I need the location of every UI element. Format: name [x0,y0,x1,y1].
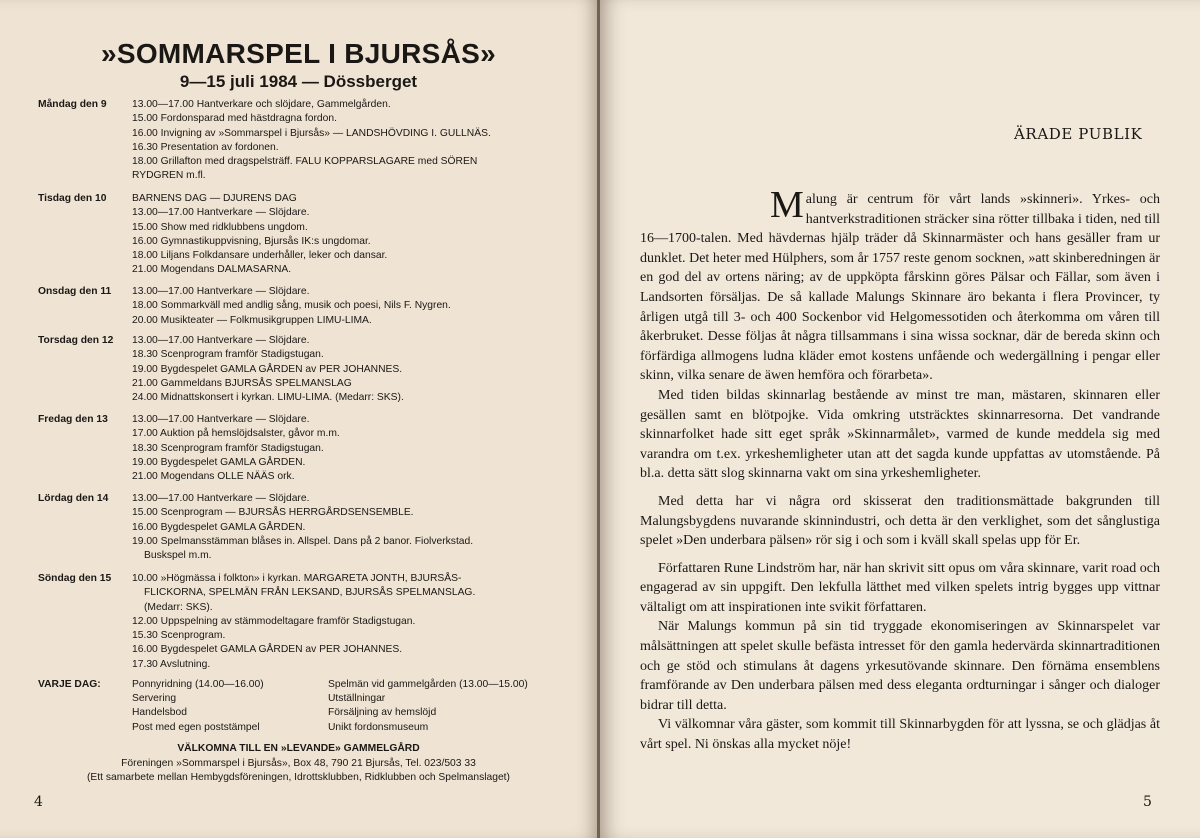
day-label: Tisdag den 10 [38,193,107,204]
schedule-day-monday [38,98,568,184]
schedule-line: 16.00 Bygdespelet GAMLA GÅRDEN. [132,521,306,533]
schedule-day-wednesday [38,285,568,328]
schedule-day-saturday [38,492,568,563]
footer-welcome: VÄLKOMNA TILL EN »LEVANDE» GAMMELGÅRD [177,743,420,754]
every-day-column-right [328,678,528,735]
every-day-column-left [132,678,264,735]
schedule-line: BARNENS DAG — DJURENS DAG [132,193,297,204]
every-day-item: Spelmän vid gammelgården (13.00—15.00) [328,679,528,690]
left-page [0,0,597,838]
schedule-day-thursday [38,334,568,405]
schedule-line: 18.00 Grillafton med dragspelsträff. FALU KOPPARSLAGARE med SÖREN [132,156,478,168]
article-paragraph: Författaren Rune Lindström har, när han skrivit sitt opus om våra skinnare, varit road och engagerad av sin uppgift. Den lekfulla lätthet med vilken spelets intrig bygges upp vittnar vältaligt om att inspirationen inte svikit författaren. [640,560,1160,615]
schedule-line: 13.00—17.00 Hantverkare — Slöjdare. [132,414,310,425]
every-day-item: Servering [132,693,177,705]
schedule-line: Buskspel m.m. [144,550,212,562]
page-number-left: 4 [34,794,43,810]
page-number-right: 5 [1143,794,1152,810]
every-day-item: Försäljning av hemslöjd [328,707,437,719]
footer-address: Föreningen »Sommarspel i Bjursås», Box 48, 790 21 Bjursås, Tel. 023/503 33 [121,758,476,769]
every-day-item: Utställningar [328,693,386,705]
schedule-line: 17.30 Avslutning. [132,658,211,670]
article-paragraph: Vi välkomnar våra gäster, som kommit till Skinnarbygden för att lyssna, se och glädjas åt vårt spel. Ni önskas alla mycket nöje! [640,717,1160,753]
schedule-line: 13.00—17.00 Hantverkare och slöjdare, Gammelgården. [132,99,391,110]
schedule-line: 13.00—17.00 Hantverkare — Slöjdare. [132,493,310,504]
schedule-line: 21.00 Mogendans OLLE NÄÄS ork. [132,471,295,483]
schedule-line: 16.00 Gymnastikuppvisning, Bjursås IK:s ungdomar. [132,235,371,247]
schedule-line: 13.00—17.00 Hantverkare — Slöjdare. [132,335,310,346]
schedule-line: (Medarr: SKS). [144,601,213,613]
article-paragraph: Med tiden bildas skinnarlag bestående av minst tre man, mästaren, skinnaren eller gesällen samt en blötpojke. Vida omkring utsträcktes skinnarresorna. Det vandrande skinnarfolket hade sitt eget språk »Skinnarmålet», varmed de kunde meddela sig med varandra om t.ex. yrkeshemligheter utan att det sagda kunde uppfattas av utomstående. På bl.a. detta sätt slog skinnarna vakt om sina yrkeshemligheter. [640,387,1160,482]
schedule-line: 18.30 Scenprogram framför Stadigstugan. [132,349,324,361]
schedule-line: 16.30 Presentation av fordonen. [132,141,279,153]
schedule-line: 15.00 Scenprogram — BJURSÅS HERRGÅRDSENSEMBLE. [132,507,414,519]
schedule-line: FLICKORNA, SPELMÄN FRÅN LEKSAND, BJURSÅS SPELMANSLAG. [144,587,476,599]
schedule-line: 15.30 Scenprogram. [132,630,226,642]
schedule-line: 21.00 Mogendans DALMASARNA. [132,264,292,276]
day-label: Söndag den 15 [38,573,112,584]
schedule-line: 12.00 Uppspelning av stämmodeltagare framför Stadigstugan. [132,615,416,627]
poster-subtitle: 9—15 juli 1984 — Dössberget [179,72,418,91]
schedule-line: 19.00 Bygdespelet GAMLA GÅRDEN. [132,456,306,468]
schedule-line: 16.00 Bygdespelet GAMLA GÅRDEN av PER JOHANNES. [132,644,403,656]
every-day-label: VARJE DAG: [38,679,101,690]
schedule-line: 18.00 Sommarkväll med andlig sång, musik och poesi, Nils F. Nygren. [132,300,451,312]
schedule-line: 16.00 Invigning av »Sommarspel i Bjursås» — LANDSHÖVDING I. GULLNÄS. [132,127,491,139]
schedule-line: 19.00 Spelmansstämman blåses in. Allspel. Dans på 2 banor. Fiolverkstad. [132,535,474,547]
schedule-line: 21.00 Gammeldans BJURSÅS SPELMANSLAG [132,377,352,389]
every-day-item: Post med egen poststämpel [132,721,260,733]
article-body [640,184,1160,755]
schedule-line: 20.00 Musikteater — Folkmusikgruppen LIMU-LIMA. [132,314,372,326]
schedule-line: 19.00 Bygdespelet GAMLA GÅRDEN av PER JOHANNES. [132,363,403,375]
schedule-line: 17.00 Auktion på hemslöjdsalster, gåvor m.m. [132,428,340,440]
day-label: Fredag den 13 [38,414,108,425]
article-paragraph [640,184,1160,386]
day-label: Måndag den 9 [38,99,107,110]
day-label: Lördag den 14 [38,493,109,504]
every-day-item: Handelsbod [132,707,187,719]
schedule-day-tuesday [38,192,568,278]
every-day-item: Unikt fordonsmuseum [328,721,429,733]
day-label: Torsdag den 12 [38,335,114,346]
schedule-line: 10.00 »Högmässa i folkton» i kyrkan. MARGARETA JONTH, BJURSÅS- [132,573,462,584]
every-day-item: Ponnyridning (14.00—16.00) [132,679,264,690]
article-paragraph: Med detta har vi några ord skisserat den traditionsmättade bakgrunden till Malungsbygdens nuvarande skinnindustri, och detta är den verklighet, som det sånglustiga spelet »Den underbara pälsen» rör sig i och som i kväll skall spelas upp för Er. [640,493,1160,549]
schedule-line: 18.30 Scenprogram framför Stadigstugan. [132,442,324,454]
schedule-line: 13.00—17.00 Hantverkare — Slöjdare. [132,207,310,219]
schedule-day-friday [38,413,568,484]
schedule-line: 13.00—17.00 Hantverkare — Slöjdare. [132,286,310,297]
article-heading: ÄRADE PUBLIK [1014,125,1143,143]
poster-title: »SOMMARSPEL I BJURSÅS» [100,38,497,69]
article-paragraph: När Malungs kommun på sin tid tryggade ekonomiseringen av Skinnarspelet var målsättningen att spelet skulle befästa intresset för den gamla hedervärda skinnartraditionen och ge stöd och stimulans åt dagens yrkesutövande skinnare. Den förnäma ensemblens framförande av Den underbara pälsen med dess eleganta ordturningar i sånger och dialoger bidrar till detta. [640,619,1160,713]
schedule-day-sunday [38,572,568,672]
paragraph-text: alung är centrum för vårt lands »skinneri». Yrkes- och hantverkstraditionen sträcker sina rötter tillbaka i tiden, ned till 16—1700-talen. Med hävdernas hjälp träder då Skinnarmäster och hans gesäller fram ur dunklet. Det heter med Hülphers, som år 1757 reste genom socknen, »att skinberedningen är en god del av ortens näring; av de uppköpta fårskinn göres Pälsar och Fällar, som även i Landsorten försäljas. De så kallade Malungs Skinnare äro bekanta i flera Provincer, ty årligen utgå till 3- och 400 Sockenbor vid Helgomessotiden och återkomma om våren till åkerbruket. Desse följas åt några tillsammans i sina wissa socknar, där de bereda skinn och förfärdiga allmogens ludna kläder emot kostens unfående och wedergällning i pengar eller skinn, vilka senare de äwen hemföra och förarbeta». [640,192,1160,384]
drop-cap: M [770,184,804,226]
schedule-line: 15.00 Fordonsparad med hästdragna fordon. [132,113,337,125]
day-label: Onsdag den 11 [38,286,112,297]
schedule-line: RYDGREN m.fl. [132,170,206,182]
footer-cooperation: (Ett samarbete mellan Hembygdsföreningen, Idrottsklubben, Ridklubben och Spelmanslaget) [87,772,510,783]
schedule-line: 15.00 Show med ridklubbens ungdom. [132,221,308,233]
schedule-line: 24.00 Midnattskonsert i kyrkan. LIMU-LIMA. (Medarr: SKS). [132,392,404,404]
schedule-line: 18.00 Liljans Folkdansare underhåller, leker och dansar. [132,250,388,262]
